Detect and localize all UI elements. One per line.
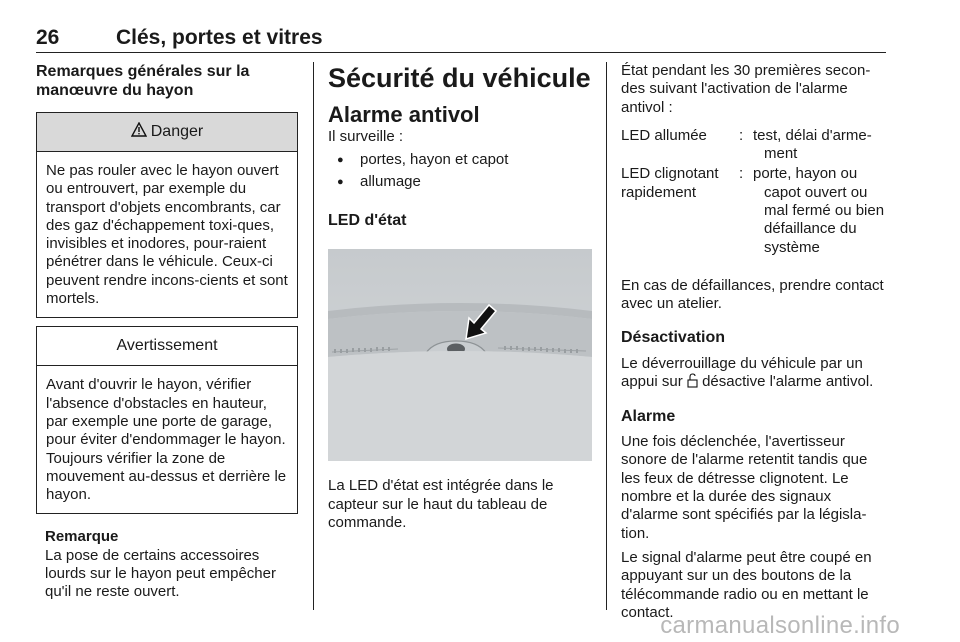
section-title: Sécurité du véhicule <box>328 63 591 93</box>
status-separator: : <box>739 165 744 183</box>
note-block <box>36 528 298 601</box>
page-number: 26 <box>36 26 60 49</box>
table-row <box>621 127 886 166</box>
warning-label: Avertissement <box>116 337 218 355</box>
warning-header <box>37 327 297 366</box>
column-right <box>621 62 886 622</box>
section-heading-tailgate: Remarques générales sur la manœuvre du hayon <box>36 63 250 99</box>
chapter-title: Clés, portes et vitres <box>116 26 323 49</box>
failure-text: En cas de défaillances, prendre contact avec un atelier. <box>621 276 884 313</box>
led-status-table <box>621 127 886 259</box>
note-text: La pose de certains accessoires lourds sur le hayon peut empêcher qu'il ne reste ouvert. <box>45 546 276 601</box>
danger-label: Danger <box>150 123 204 140</box>
note-title: Remarque <box>45 528 119 546</box>
status-definition: porte, hayon ou capot ouvert ou mal fermé ou bien défaillance du système <box>753 165 885 256</box>
warning-box <box>36 326 298 514</box>
column-divider <box>313 62 314 610</box>
monitors-intro: Il surveille : <box>328 128 404 145</box>
table-row <box>621 165 886 258</box>
monitored-list <box>328 149 592 193</box>
danger-text: Ne pas rouler avec le hayon ouvert ou entrouvert, par exemple du transport d'objets encombrants, car des gaz d'échappement toxi-ques, invisibles et inodores, pour-raient pénétrer dans le véhicule. Ceux-ci peuvent rendre incons-cients et sont mortels. <box>46 162 288 308</box>
dashboard-led-illustration <box>328 249 592 461</box>
figure-caption: La LED d'état est intégrée dans le capteur sur le haut du tableau de commande. <box>328 477 554 531</box>
column-middle <box>328 62 592 532</box>
deactivation-text-end: désactive l'alarme antivol. <box>702 372 874 390</box>
danger-box <box>36 112 298 318</box>
unlock-icon <box>687 373 698 393</box>
status-term: LED clignotant rapidement <box>621 165 719 201</box>
alarm-text: Une fois déclenchée, l'avertisseur sonore de l'alarme retentit tandis que les feux de détresse clignotent. Le nombre et la durée des signaux d'alarme sont spécifiés par la législa-tion. <box>621 433 868 542</box>
list-item: ● allumage <box>328 171 592 193</box>
status-separator: : <box>739 126 744 144</box>
page-header <box>36 26 886 53</box>
deactivation-heading: Désactivation <box>621 328 726 346</box>
status-intro: État pendant les 30 premières secon-des suivant l'activation de l'alarme antivol : <box>621 62 871 116</box>
danger-header <box>37 113 297 152</box>
column-divider <box>606 62 607 610</box>
subsection-title: Alarme antivol <box>328 102 480 127</box>
alarm-heading: Alarme <box>621 408 676 426</box>
warning-text: Avant d'ouvrir le hayon, vérifier l'absence d'obstacles en hauteur, par exemple une porte de garage, pour éviter d'endommager le hayon. Toujours vérifier la zone de mouvement au-dessus et derrière le hayon. <box>46 376 287 504</box>
column-left <box>36 62 298 602</box>
deactivation-text <box>621 355 886 394</box>
status-definition: test, délai d'arme-ment <box>753 126 872 163</box>
warning-triangle-icon <box>131 122 147 142</box>
deactivation-text-start: Le déverrouillage du véhicule par un appui sur <box>621 354 863 390</box>
alarm-stop-text: Le signal d'alarme peut être coupé en appuyant sur un des boutons de la télécommande radio ou en mettant le contact. <box>621 548 872 621</box>
list-item: ● portes, hayon et capot <box>328 149 592 171</box>
led-heading: LED d'état <box>328 212 407 230</box>
watermark: carmanualsonline.info <box>660 612 900 639</box>
status-term: LED allumée <box>621 126 707 144</box>
